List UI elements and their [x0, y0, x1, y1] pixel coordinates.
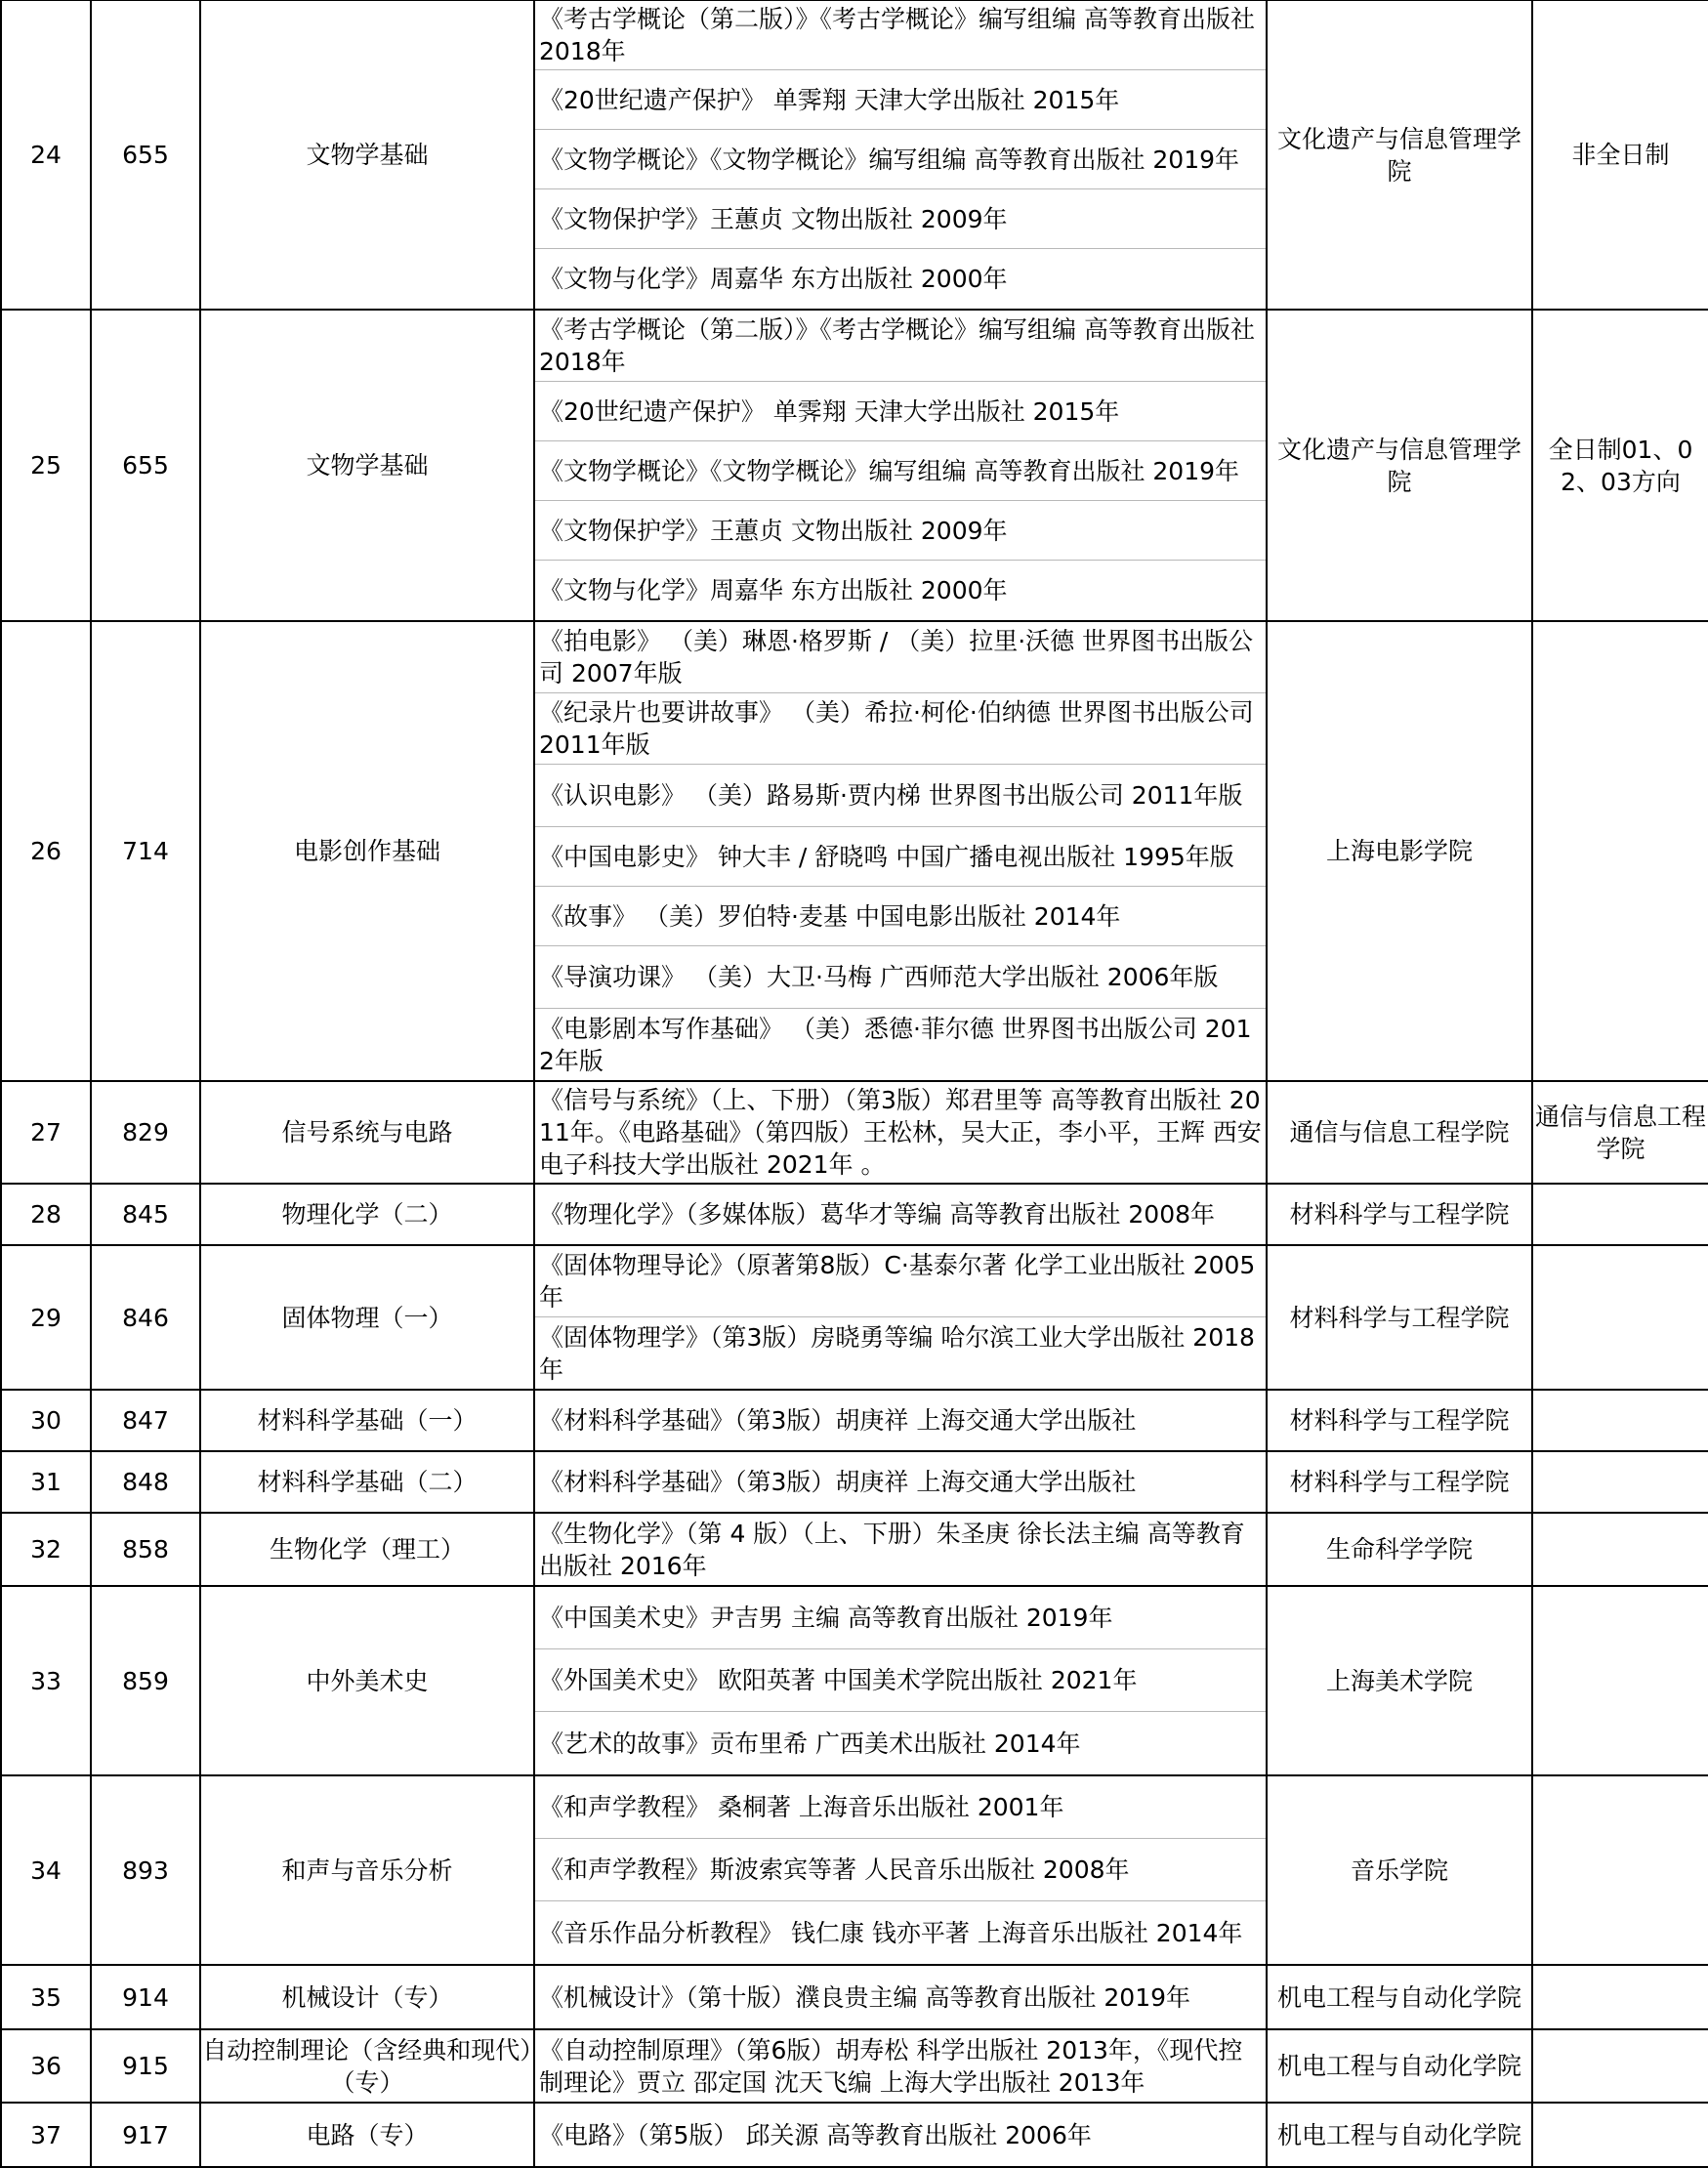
row-number: 27 — [1, 1081, 91, 1184]
reference-item: 《生物化学》（第 4 版）（上、下册）朱圣庚 徐长法主编 高等教育出版社 2016年 — [539, 1519, 1245, 1580]
reference-list — [534, 1586, 1267, 1775]
row-number: 30 — [1, 1390, 91, 1451]
table-row — [1, 621, 1708, 1081]
reference-item: 《文物保护学》王蕙贞 文物出版社 2009年 — [535, 189, 1266, 249]
college-name: 文化遗产与信息管理学院 — [1267, 0, 1532, 310]
subject-name: 材料科学基础（一） — [200, 1390, 534, 1451]
table-row — [1, 1081, 1708, 1184]
subject-code: 846 — [91, 1245, 200, 1390]
subject-code: 893 — [91, 1775, 200, 1965]
remark — [1532, 1390, 1708, 1451]
reference-list — [534, 2103, 1267, 2167]
remark — [1532, 1184, 1708, 1245]
college-name: 材料科学与工程学院 — [1267, 1245, 1532, 1390]
subject-name: 电路（专） — [200, 2103, 534, 2167]
subject-code: 845 — [91, 1184, 200, 1245]
reference-item: 《文物学概论》《文物学概论》编写组编 高等教育出版社 2019年 — [535, 441, 1266, 501]
college-name: 机电工程与自动化学院 — [1267, 2103, 1532, 2167]
row-number: 34 — [1, 1775, 91, 1965]
college-name: 机电工程与自动化学院 — [1267, 1965, 1532, 2029]
row-number: 25 — [1, 310, 91, 621]
reference-item: 《和声学教程》斯波索宾等著 人民音乐出版社 2008年 — [535, 1839, 1266, 1901]
subject-name: 文物学基础 — [200, 310, 534, 621]
remark: 通信与信息工程学院 — [1532, 1081, 1708, 1184]
subject-name: 信号系统与电路 — [200, 1081, 534, 1184]
college-name: 上海美术学院 — [1267, 1586, 1532, 1775]
reference-list — [534, 1775, 1267, 1965]
subject-name: 固体物理（一） — [200, 1245, 534, 1390]
reference-list — [534, 621, 1267, 1081]
remark — [1532, 1451, 1708, 1513]
reference-item: 《认识电影》 （美）路易斯·贾内梯 世界图书出版公司 2011年版 — [535, 765, 1266, 827]
reference-item: 《中国美术史》尹吉男 主编 高等教育出版社 2019年 — [535, 1587, 1266, 1649]
reference-item: 《文物学概论》《文物学概论》编写组编 高等教育出版社 2019年 — [535, 130, 1266, 189]
table-row — [1, 2029, 1708, 2103]
reference-item: 《艺术的故事》贡布里希 广西美术出版社 2014年 — [539, 1729, 1081, 1758]
college-name: 机电工程与自动化学院 — [1267, 2029, 1532, 2103]
row-number: 29 — [1, 1245, 91, 1390]
remark — [1532, 1513, 1708, 1586]
reference-item: 《导演功课》 （美）大卫·马梅 广西师范大学出版社 2006年版 — [535, 946, 1266, 1009]
remark: 非全日制 — [1532, 0, 1708, 310]
subject-code: 915 — [91, 2029, 200, 2103]
remark — [1532, 2029, 1708, 2103]
subject-code: 655 — [91, 310, 200, 621]
reference-item: 《物理化学》（多媒体版）葛华才等编 高等教育出版社 2008年 — [539, 1200, 1216, 1229]
reference-item: 《自动控制原理》（第6版）胡寿松 科学出版社 2013年，《现代控制理论》贾立 邵定国 沈天飞编 上海大学出版社 2013年 — [539, 2035, 1243, 2097]
table-row — [1, 1586, 1708, 1775]
reference-item: 《拍电影》 （美）琳恩·格罗斯 / （美）拉里·沃德 世界图书出版公司 2007年版 — [535, 622, 1266, 693]
reference-item: 《电路》（第5版） 邱关源 高等教育出版社 2006年 — [539, 2120, 1092, 2149]
remark — [1532, 1586, 1708, 1775]
reference-list — [534, 1390, 1267, 1451]
table-row — [1, 1451, 1708, 1513]
subject-name: 和声与音乐分析 — [200, 1775, 534, 1965]
reference-list — [534, 1451, 1267, 1513]
reference-item: 《固体物理学》（第3版）房晓勇等编 哈尔滨工业大学出版社 2018年 — [539, 1322, 1255, 1384]
table-row — [1, 1965, 1708, 2029]
subject-code: 655 — [91, 0, 200, 310]
reference-item: 《文物与化学》周嘉华 东方出版社 2000年 — [539, 265, 1008, 293]
remark — [1532, 1775, 1708, 1965]
table-row — [1, 1245, 1708, 1390]
subject-code: 859 — [91, 1586, 200, 1775]
row-number: 31 — [1, 1451, 91, 1513]
subject-code: 914 — [91, 1965, 200, 2029]
college-name: 音乐学院 — [1267, 1775, 1532, 1965]
reference-item: 《20世纪遗产保护》 单霁翔 天津大学出版社 2015年 — [535, 70, 1266, 130]
subject-name: 文物学基础 — [200, 0, 534, 310]
row-number: 35 — [1, 1965, 91, 2029]
subject-name: 自动控制理论（含经典和现代）（专） — [200, 2029, 534, 2103]
subject-code: 858 — [91, 1513, 200, 1586]
table-row — [1, 1513, 1708, 1586]
row-number: 24 — [1, 0, 91, 310]
reference-item: 《文物保护学》王蕙贞 文物出版社 2009年 — [535, 501, 1266, 561]
row-number: 37 — [1, 2103, 91, 2167]
subject-name: 电影创作基础 — [200, 621, 534, 1081]
reference-list — [534, 1965, 1267, 2029]
subject-code: 714 — [91, 621, 200, 1081]
table-row — [1, 2103, 1708, 2167]
subject-name: 物理化学（二） — [200, 1184, 534, 1245]
table-row — [1, 1184, 1708, 1245]
remark: 全日制01、02、03方向 — [1532, 310, 1708, 621]
reference-item: 《20世纪遗产保护》 单霁翔 天津大学出版社 2015年 — [535, 382, 1266, 441]
remark — [1532, 1965, 1708, 2029]
college-name: 材料科学与工程学院 — [1267, 1184, 1532, 1245]
reference-item: 《材料科学基础》（第3版）胡庚祥 上海交通大学出版社 — [539, 1406, 1137, 1435]
reference-item: 《考古学概论（第二版）》《考古学概论》编写组编 高等教育出版社 2018年 — [535, 311, 1266, 382]
reference-item: 《材料科学基础》（第3版）胡庚祥 上海交通大学出版社 — [539, 1468, 1137, 1496]
subject-name: 中外美术史 — [200, 1586, 534, 1775]
reference-list — [534, 2029, 1267, 2103]
reference-item: 《信号与系统》（上、下册）（第3版）郑君里等 高等教育出版社 2011年。《电路基础》（第四版）王松林，吴大正，李小平，王辉 西安电子科技大学出版社 2021年 。 — [539, 1086, 1262, 1179]
reference-item: 《外国美术史》 欧阳英著 中国美术学院出版社 2021年 — [535, 1649, 1266, 1712]
college-name: 文化遗产与信息管理学院 — [1267, 310, 1532, 621]
reference-list — [534, 1513, 1267, 1586]
table-row — [1, 310, 1708, 621]
subject-code: 848 — [91, 1451, 200, 1513]
subject-code: 847 — [91, 1390, 200, 1451]
row-number: 33 — [1, 1586, 91, 1775]
table-row — [1, 1775, 1708, 1965]
subject-name: 生物化学（理工） — [200, 1513, 534, 1586]
reference-item: 《考古学概论（第二版）》《考古学概论》编写组编 高等教育出版社 2018年 — [535, 1, 1266, 70]
college-name: 上海电影学院 — [1267, 621, 1532, 1081]
remark — [1532, 1245, 1708, 1390]
reference-item: 《纪录片也要讲故事》 （美）希拉·柯伦·伯纳德 世界图书出版公司 2011年版 — [535, 693, 1266, 765]
college-name: 材料科学与工程学院 — [1267, 1390, 1532, 1451]
reference-item: 《文物与化学》周嘉华 东方出版社 2000年 — [539, 576, 1008, 605]
subject-name: 材料科学基础（二） — [200, 1451, 534, 1513]
subject-code: 829 — [91, 1081, 200, 1184]
college-name: 通信与信息工程学院 — [1267, 1081, 1532, 1184]
reference-item: 《电影剧本写作基础》 （美）悉德·菲尔德 世界图书出版公司 2012年版 — [539, 1014, 1252, 1075]
reference-list — [534, 0, 1267, 310]
subject-name: 机械设计（专） — [200, 1965, 534, 2029]
reference-list — [534, 1081, 1267, 1184]
table-row — [1, 0, 1708, 310]
reference-item: 《中国电影史》 钟大丰 / 舒晓鸣 中国广播电视出版社 1995年版 — [535, 827, 1266, 887]
reference-item: 《故事》 （美）罗伯特·麦基 中国电影出版社 2014年 — [535, 887, 1266, 946]
row-number: 28 — [1, 1184, 91, 1245]
row-number: 36 — [1, 2029, 91, 2103]
row-number: 32 — [1, 1513, 91, 1586]
reference-list — [534, 310, 1267, 621]
reference-list — [534, 1245, 1267, 1390]
remark — [1532, 621, 1708, 1081]
row-number: 26 — [1, 621, 91, 1081]
remark — [1532, 2103, 1708, 2167]
reference-list — [534, 1184, 1267, 1245]
college-name: 材料科学与工程学院 — [1267, 1451, 1532, 1513]
reference-item: 《机械设计》（第十版）濮良贵主编 高等教育出版社 2019年 — [539, 1982, 1191, 2012]
subject-code: 917 — [91, 2103, 200, 2167]
reference-item: 《音乐作品分析教程》 钱仁康 钱亦平著 上海音乐出版社 2014年 — [539, 1918, 1243, 1947]
reference-item: 《固体物理导论》（原著第8版）C·基泰尔著 化学工业出版社 2005年 — [535, 1246, 1266, 1317]
reference-item: 《和声学教程》 桑桐著 上海音乐出版社 2001年 — [535, 1776, 1266, 1839]
college-name: 生命科学学院 — [1267, 1513, 1532, 1586]
table-row — [1, 1390, 1708, 1451]
